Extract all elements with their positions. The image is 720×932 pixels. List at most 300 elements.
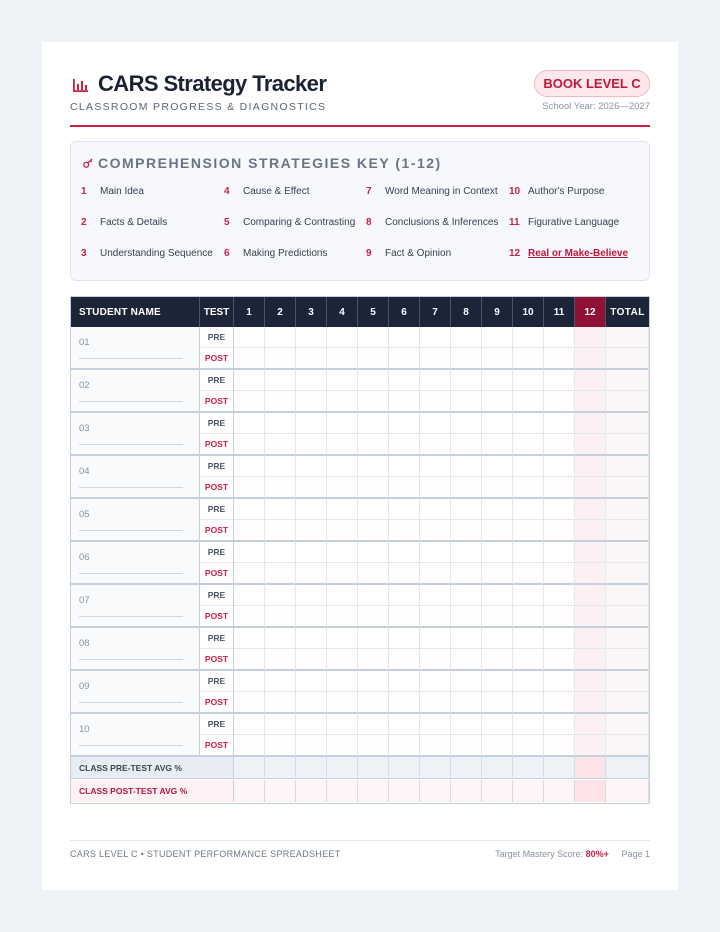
strategy-9-post-score-cell[interactable] [482,348,513,370]
class-pre-avg-cell[interactable] [575,757,606,779]
strategy-12-post-score-cell[interactable] [575,477,606,499]
total-pre-score-cell[interactable] [606,370,649,391]
strategy-9-post-score-cell[interactable] [482,692,513,714]
strategy-10-post-score-cell[interactable] [513,563,544,585]
strategy-2-pre-score-cell[interactable] [265,585,296,606]
strategy-11-pre-score-cell[interactable] [544,714,575,735]
strategy-5-pre-score-cell[interactable] [358,499,389,520]
strategy-7-pre-score-cell[interactable] [420,714,451,735]
strategy-5-post-score-cell[interactable] [358,606,389,628]
key-item-number: 3 [81,248,87,259]
strategy-12-pre-score-cell[interactable] [575,413,606,434]
strategy-1-pre-score-cell[interactable] [234,499,265,520]
class-pre-avg-cell[interactable] [544,757,575,779]
strategy-4-pre-score-cell[interactable] [327,499,358,520]
strategy-12-pre-score-cell[interactable] [575,585,606,606]
total-post-score-cell[interactable] [606,391,649,413]
strategy-6-post-score-cell[interactable] [389,348,420,370]
strategy-8-post-score-cell[interactable] [451,606,482,628]
total-pre-score-cell[interactable] [606,628,649,649]
class-post-avg-cell[interactable] [513,780,544,802]
strategy-2-pre-score-cell[interactable] [265,456,296,477]
strategy-7-post-score-cell[interactable] [420,563,451,585]
student-name-cell[interactable] [71,413,200,456]
strategy-9-pre-score-cell[interactable] [482,413,513,434]
strategy-8-post-score-cell[interactable] [451,563,482,585]
class-post-avg-cell[interactable] [296,780,327,802]
strategy-5-post-score-cell[interactable] [358,520,389,542]
strategy-4-pre-score-cell[interactable] [327,370,358,391]
strategy-9-pre-score-cell[interactable] [482,671,513,692]
strategy-12-post-score-cell[interactable] [575,520,606,542]
strategy-6-pre-score-cell[interactable] [389,628,420,649]
student-name-cell[interactable] [71,628,200,671]
total-pre-score-cell[interactable] [606,542,649,563]
strategy-12-post-score-cell[interactable] [575,563,606,585]
strategy-4-post-score-cell[interactable] [327,692,358,714]
strategy-9-pre-score-cell[interactable] [482,628,513,649]
strategy-9-pre-score-cell[interactable] [482,327,513,348]
strategy-1-post-score-cell[interactable] [234,692,265,714]
strategy-11-post-score-cell[interactable] [544,692,575,714]
strategy-3-pre-score-cell[interactable] [296,413,327,434]
strategy-3-pre-score-cell[interactable] [296,628,327,649]
strategy-6-pre-score-cell[interactable] [389,456,420,477]
strategy-4-post-score-cell[interactable] [327,520,358,542]
strategy-4-pre-score-cell[interactable] [327,714,358,735]
strategy-9-post-score-cell[interactable] [482,520,513,542]
strategy-4-pre-score-cell[interactable] [327,327,358,348]
strategy-8-pre-score-cell[interactable] [451,327,482,348]
strategy-6-pre-score-cell[interactable] [389,714,420,735]
strategy-10-post-score-cell[interactable] [513,606,544,628]
class-pre-avg-cell[interactable] [234,757,265,779]
strategy-6-post-score-cell[interactable] [389,477,420,499]
strategy-9-pre-score-cell[interactable] [482,499,513,520]
strategy-10-post-score-cell[interactable] [513,391,544,413]
strategy-10-pre-score-cell[interactable] [513,671,544,692]
strategy-11-pre-score-cell[interactable] [544,671,575,692]
strategy-11-post-score-cell[interactable] [544,434,575,456]
strategy-11-post-score-cell[interactable] [544,563,575,585]
strategy-10-pre-score-cell[interactable] [513,714,544,735]
strategy-3-pre-score-cell[interactable] [296,714,327,735]
strategy-7-pre-score-cell[interactable] [420,327,451,348]
strategy-2-post-score-cell[interactable] [265,649,296,671]
strategy-10-post-score-cell[interactable] [513,692,544,714]
class-pre-avg-cell[interactable] [358,757,389,779]
strategy-2-post-score-cell[interactable] [265,348,296,370]
strategy-2-post-score-cell[interactable] [265,434,296,456]
strategy-12-pre-score-cell[interactable] [575,628,606,649]
student-name-cell[interactable] [71,671,200,714]
strategy-6-post-score-cell[interactable] [389,649,420,671]
class-post-avg-cell[interactable] [420,780,451,802]
strategy-5-pre-score-cell[interactable] [358,413,389,434]
strategy-12-pre-score-cell[interactable] [575,456,606,477]
strategy-12-post-score-cell[interactable] [575,348,606,370]
strategy-2-pre-score-cell[interactable] [265,714,296,735]
class-pre-avg-cell[interactable] [451,757,482,779]
strategy-11-post-score-cell[interactable] [544,391,575,413]
strategy-1-pre-score-cell[interactable] [234,456,265,477]
strategy-10-pre-score-cell[interactable] [513,370,544,391]
strategy-2-post-score-cell[interactable] [265,606,296,628]
strategy-11-post-score-cell[interactable] [544,520,575,542]
class-post-avg-cell[interactable] [606,780,649,802]
strategy-8-post-score-cell[interactable] [451,520,482,542]
student-name-line [79,702,183,703]
class-pre-avg-cell[interactable] [265,757,296,779]
strategy-8-post-score-cell[interactable] [451,692,482,714]
strategy-9-post-score-cell[interactable] [482,563,513,585]
strategy-7-pre-score-cell[interactable] [420,671,451,692]
strategy-5-pre-score-cell[interactable] [358,327,389,348]
strategy-8-pre-score-cell[interactable] [451,456,482,477]
strategy-5-post-score-cell[interactable] [358,563,389,585]
total-post-score-cell[interactable] [606,735,649,757]
class-pre-avg-cell[interactable] [482,757,513,779]
strategy-4-post-score-cell[interactable] [327,563,358,585]
strategy-4-pre-score-cell[interactable] [327,456,358,477]
total-post-score-cell[interactable] [606,477,649,499]
strategy-6-post-score-cell[interactable] [389,520,420,542]
strategy-12-pre-score-cell[interactable] [575,327,606,348]
strategy-1-pre-score-cell[interactable] [234,327,265,348]
strategy-5-pre-score-cell[interactable] [358,542,389,563]
total-pre-score-cell[interactable] [606,413,649,434]
strategy-7-post-score-cell[interactable] [420,606,451,628]
strategy-9-post-score-cell[interactable] [482,735,513,757]
strategy-6-post-score-cell[interactable] [389,391,420,413]
strategy-1-post-score-cell[interactable] [234,649,265,671]
strategy-2-post-score-cell[interactable] [265,563,296,585]
strategy-3-pre-score-cell[interactable] [296,671,327,692]
strategy-1-pre-score-cell[interactable] [234,671,265,692]
strategy-10-pre-score-cell[interactable] [513,456,544,477]
strategy-2-pre-score-cell[interactable] [265,628,296,649]
strategy-3-post-score-cell[interactable] [296,563,327,585]
class-pre-avg-cell[interactable] [389,757,420,779]
strategy-10-post-score-cell[interactable] [513,348,544,370]
total-post-score-cell[interactable] [606,563,649,585]
strategy-8-post-score-cell[interactable] [451,477,482,499]
strategy-9-pre-score-cell[interactable] [482,585,513,606]
strategy-3-post-score-cell[interactable] [296,348,327,370]
total-pre-score-cell[interactable] [606,327,649,348]
strategy-7-post-score-cell[interactable] [420,649,451,671]
strategy-7-post-score-cell[interactable] [420,735,451,757]
student-name-cell[interactable] [71,542,200,585]
strategy-12-post-score-cell[interactable] [575,391,606,413]
strategy-3-pre-score-cell[interactable] [296,585,327,606]
strategy-4-post-score-cell[interactable] [327,735,358,757]
strategy-9-pre-score-cell[interactable] [482,714,513,735]
strategy-11-pre-score-cell[interactable] [544,413,575,434]
strategy-3-post-score-cell[interactable] [296,520,327,542]
strategy-10-pre-score-cell[interactable] [513,585,544,606]
strategy-4-post-score-cell[interactable] [327,606,358,628]
strategy-6-pre-score-cell[interactable] [389,499,420,520]
class-pre-avg-cell[interactable] [296,757,327,779]
strategy-10-pre-score-cell[interactable] [513,499,544,520]
strategy-8-post-score-cell[interactable] [451,649,482,671]
strategy-7-post-score-cell[interactable] [420,391,451,413]
strategy-3-post-score-cell[interactable] [296,434,327,456]
strategy-2-pre-score-cell[interactable] [265,327,296,348]
total-pre-score-cell[interactable] [606,585,649,606]
strategy-10-post-score-cell[interactable] [513,434,544,456]
strategy-5-post-score-cell[interactable] [358,692,389,714]
strategy-3-post-score-cell[interactable] [296,477,327,499]
strategy-12-post-score-cell[interactable] [575,434,606,456]
strategy-11-pre-score-cell[interactable] [544,499,575,520]
strategy-9-pre-score-cell[interactable] [482,370,513,391]
total-pre-score-cell[interactable] [606,456,649,477]
strategy-6-post-score-cell[interactable] [389,606,420,628]
strategy-11-pre-score-cell[interactable] [544,327,575,348]
strategy-10-pre-score-cell[interactable] [513,542,544,563]
strategy-6-pre-score-cell[interactable] [389,671,420,692]
strategy-8-post-score-cell[interactable] [451,735,482,757]
strategy-7-pre-score-cell[interactable] [420,499,451,520]
strategy-5-post-score-cell[interactable] [358,735,389,757]
strategy-11-pre-score-cell[interactable] [544,628,575,649]
strategy-4-post-score-cell[interactable] [327,434,358,456]
strategy-7-post-score-cell[interactable] [420,520,451,542]
strategy-6-pre-score-cell[interactable] [389,585,420,606]
strategy-10-pre-score-cell[interactable] [513,327,544,348]
strategy-8-pre-score-cell[interactable] [451,542,482,563]
strategy-6-post-score-cell[interactable] [389,434,420,456]
strategy-7-pre-score-cell[interactable] [420,628,451,649]
strategy-7-post-score-cell[interactable] [420,434,451,456]
total-post-score-cell[interactable] [606,649,649,671]
strategy-12-post-score-cell[interactable] [575,735,606,757]
strategy-1-pre-score-cell[interactable] [234,628,265,649]
strategy-9-pre-score-cell[interactable] [482,456,513,477]
strategy-11-pre-score-cell[interactable] [544,456,575,477]
strategy-6-post-score-cell[interactable] [389,563,420,585]
student-name-cell[interactable] [71,370,200,413]
strategy-11-pre-score-cell[interactable] [544,370,575,391]
total-pre-score-cell[interactable] [606,671,649,692]
total-post-score-cell[interactable] [606,520,649,542]
class-pre-avg-cell[interactable] [327,757,358,779]
strategy-5-pre-score-cell[interactable] [358,370,389,391]
strategy-4-post-score-cell[interactable] [327,649,358,671]
strategy-11-post-score-cell[interactable] [544,735,575,757]
strategy-12-pre-score-cell[interactable] [575,714,606,735]
strategy-10-post-score-cell[interactable] [513,735,544,757]
strategy-3-post-score-cell[interactable] [296,735,327,757]
strategy-1-post-score-cell[interactable] [234,348,265,370]
strategy-6-pre-score-cell[interactable] [389,370,420,391]
student-name-cell[interactable] [71,499,200,542]
strategy-5-pre-score-cell[interactable] [358,714,389,735]
strategy-2-pre-score-cell[interactable] [265,370,296,391]
strategy-10-pre-score-cell[interactable] [513,628,544,649]
student-name-cell[interactable] [71,714,200,757]
strategy-9-post-score-cell[interactable] [482,606,513,628]
strategy-9-post-score-cell[interactable] [482,649,513,671]
strategy-2-pre-score-cell[interactable] [265,542,296,563]
total-post-score-cell[interactable] [606,434,649,456]
strategy-1-pre-score-cell[interactable] [234,714,265,735]
strategy-3-post-score-cell[interactable] [296,391,327,413]
class-post-avg-cell[interactable] [358,780,389,802]
class-pre-avg-cell[interactable] [513,757,544,779]
strategy-7-pre-score-cell[interactable] [420,456,451,477]
strategy-12-pre-score-cell[interactable] [575,671,606,692]
class-post-avg-cell[interactable] [451,780,482,802]
strategy-8-post-score-cell[interactable] [451,391,482,413]
strategy-11-pre-score-cell[interactable] [544,585,575,606]
strategy-7-pre-score-cell[interactable] [420,585,451,606]
strategy-4-pre-score-cell[interactable] [327,671,358,692]
strategy-6-post-score-cell[interactable] [389,735,420,757]
total-post-score-cell[interactable] [606,606,649,628]
strategy-12-post-score-cell[interactable] [575,606,606,628]
strategy-8-pre-score-cell[interactable] [451,370,482,391]
strategy-7-pre-score-cell[interactable] [420,542,451,563]
strategy-8-pre-score-cell[interactable] [451,628,482,649]
strategy-5-post-score-cell[interactable] [358,477,389,499]
strategy-5-post-score-cell[interactable] [358,649,389,671]
student-name-cell[interactable] [71,456,200,499]
strategy-11-post-score-cell[interactable] [544,649,575,671]
strategy-7-pre-score-cell[interactable] [420,370,451,391]
strategy-1-post-score-cell[interactable] [234,520,265,542]
strategy-3-post-score-cell[interactable] [296,692,327,714]
strategy-5-pre-score-cell[interactable] [358,585,389,606]
strategy-3-pre-score-cell[interactable] [296,327,327,348]
strategy-10-pre-score-cell[interactable] [513,413,544,434]
strategy-4-pre-score-cell[interactable] [327,585,358,606]
strategy-7-post-score-cell[interactable] [420,477,451,499]
strategy-11-post-score-cell[interactable] [544,348,575,370]
strategy-11-post-score-cell[interactable] [544,606,575,628]
strategy-12-pre-score-cell[interactable] [575,370,606,391]
strategy-3-pre-score-cell[interactable] [296,456,327,477]
strategy-9-post-score-cell[interactable] [482,477,513,499]
student-name-cell[interactable] [71,585,200,628]
strategy-5-post-score-cell[interactable] [358,391,389,413]
strategy-11-post-score-cell[interactable] [544,477,575,499]
strategy-4-post-score-cell[interactable] [327,348,358,370]
strategy-1-post-score-cell[interactable] [234,434,265,456]
class-post-avg-cell[interactable] [482,780,513,802]
class-post-avg-cell[interactable] [234,780,265,802]
strategy-9-post-score-cell[interactable] [482,434,513,456]
strategy-4-post-score-cell[interactable] [327,391,358,413]
strategy-1-post-score-cell[interactable] [234,477,265,499]
pre-test-label: PRE [200,542,234,563]
strategy-6-pre-score-cell[interactable] [389,542,420,563]
strategy-6-pre-score-cell[interactable] [389,413,420,434]
strategy-2-pre-score-cell[interactable] [265,413,296,434]
student-name-cell[interactable] [71,327,200,370]
strategy-5-pre-score-cell[interactable] [358,456,389,477]
strategy-9-pre-score-cell[interactable] [482,542,513,563]
strategy-4-pre-score-cell[interactable] [327,628,358,649]
strategy-1-pre-score-cell[interactable] [234,542,265,563]
class-pre-avg-cell[interactable] [606,757,649,779]
strategy-12-post-score-cell[interactable] [575,649,606,671]
total-pre-score-cell[interactable] [606,499,649,520]
strategy-7-post-score-cell[interactable] [420,348,451,370]
strategy-9-post-score-cell[interactable] [482,391,513,413]
strategy-5-post-score-cell[interactable] [358,348,389,370]
strategy-8-pre-score-cell[interactable] [451,413,482,434]
strategy-7-post-score-cell[interactable] [420,692,451,714]
strategy-1-pre-score-cell[interactable] [234,585,265,606]
total-post-score-cell[interactable] [606,348,649,370]
strategy-2-post-score-cell[interactable] [265,520,296,542]
strategy-3-pre-score-cell[interactable] [296,542,327,563]
strategy-2-post-score-cell[interactable] [265,735,296,757]
strategy-3-pre-score-cell[interactable] [296,499,327,520]
strategy-6-pre-score-cell[interactable] [389,327,420,348]
student-name-line [79,444,183,445]
strategy-2-pre-score-cell[interactable] [265,671,296,692]
strategy-8-post-score-cell[interactable] [451,434,482,456]
strategy-1-pre-score-cell[interactable] [234,413,265,434]
strategy-3-pre-score-cell[interactable] [296,370,327,391]
strategy-4-pre-score-cell[interactable] [327,413,358,434]
strategy-12-pre-score-cell[interactable] [575,499,606,520]
class-post-avg-cell[interactable] [265,780,296,802]
strategy-10-post-score-cell[interactable] [513,649,544,671]
strategy-8-pre-score-cell[interactable] [451,671,482,692]
class-post-avg-cell[interactable] [389,780,420,802]
strategy-3-post-score-cell[interactable] [296,606,327,628]
strategy-4-pre-score-cell[interactable] [327,542,358,563]
total-post-score-cell[interactable] [606,692,649,714]
class-pre-avg-cell[interactable] [420,757,451,779]
class-post-avg-cell[interactable] [544,780,575,802]
strategy-6-post-score-cell[interactable] [389,692,420,714]
strategy-2-post-score-cell[interactable] [265,477,296,499]
strategy-2-pre-score-cell[interactable] [265,499,296,520]
strategy-8-pre-score-cell[interactable] [451,499,482,520]
strategy-1-post-score-cell[interactable] [234,606,265,628]
strategy-10-post-score-cell[interactable] [513,520,544,542]
strategy-2-post-score-cell[interactable] [265,692,296,714]
strategy-1-post-score-cell[interactable] [234,563,265,585]
strategy-5-pre-score-cell[interactable] [358,628,389,649]
strategy-5-pre-score-cell[interactable] [358,671,389,692]
strategy-10-post-score-cell[interactable] [513,477,544,499]
strategy-8-pre-score-cell[interactable] [451,714,482,735]
strategy-12-post-score-cell[interactable] [575,692,606,714]
strategy-2-post-score-cell[interactable] [265,391,296,413]
strategy-11-pre-score-cell[interactable] [544,542,575,563]
strategy-12-pre-score-cell[interactable] [575,542,606,563]
strategy-1-pre-score-cell[interactable] [234,370,265,391]
class-post-avg-cell[interactable] [327,780,358,802]
strategy-5-post-score-cell[interactable] [358,434,389,456]
strategy-1-post-score-cell[interactable] [234,735,265,757]
strategy-1-post-score-cell[interactable] [234,391,265,413]
strategy-4-post-score-cell[interactable] [327,477,358,499]
strategy-8-pre-score-cell[interactable] [451,585,482,606]
strategy-3-post-score-cell[interactable] [296,649,327,671]
total-pre-score-cell[interactable] [606,714,649,735]
class-post-avg-cell[interactable] [575,780,606,802]
strategy-8-post-score-cell[interactable] [451,348,482,370]
strategy-7-pre-score-cell[interactable] [420,413,451,434]
